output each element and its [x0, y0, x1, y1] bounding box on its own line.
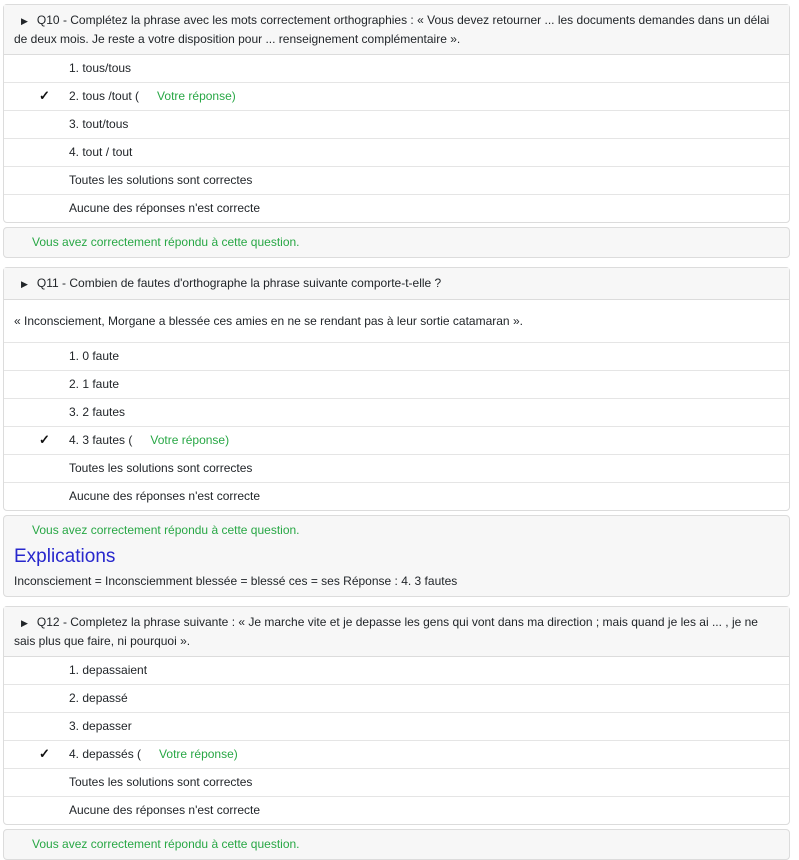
- option-row: [4, 741, 789, 769]
- check-icon: ✓: [39, 746, 50, 761]
- option-label: Aucune des réponses n'est correcte: [69, 201, 261, 215]
- question-header[interactable]: [4, 268, 789, 300]
- option-row: [4, 455, 789, 483]
- question-intro: « Inconsciement, Morgane a blessée ces amies en ne se rendant pas à leur sortie catamaran ».: [4, 300, 789, 343]
- option-label: 1. 0 faute: [69, 349, 120, 363]
- options-list: [4, 343, 789, 510]
- option-row: [4, 427, 789, 455]
- option-label: Toutes les solutions sont correctes: [69, 461, 253, 475]
- option-row: [4, 685, 789, 713]
- option-label: 2. depassé: [69, 691, 128, 705]
- option-label: Toutes les solutions sont correctes: [69, 173, 253, 187]
- question-header[interactable]: [4, 5, 789, 55]
- check-icon: ✓: [39, 88, 50, 103]
- your-answer-note: Votre réponse): [159, 747, 238, 761]
- explanations: [14, 545, 779, 590]
- option-row: [4, 769, 789, 797]
- option-label: 3. 2 fautes: [69, 405, 126, 419]
- option-row: [4, 167, 789, 195]
- option-row: [4, 139, 789, 167]
- question-title: Q11 - Combien de fautes d'orthographe la phrase suivante comporte-t-elle ?: [36, 276, 442, 290]
- question-header[interactable]: [4, 607, 789, 657]
- option-row: [4, 55, 789, 83]
- result-footer: [3, 515, 790, 597]
- option-row: [4, 399, 789, 427]
- caret-icon: ▶: [21, 279, 28, 289]
- option-label: 2. 1 faute: [69, 377, 120, 391]
- option-label: 4. depassés (: [69, 747, 142, 761]
- result-message: Vous avez correctement répondu à cette question.: [32, 837, 300, 851]
- question-title: Q10 - Complétez la phrase avec les mots correctement orthographies : « Vous devez retourner ... les documents demandes dans un délai de deux mois. Je reste a votre disposition pour ... renseignement complémentaire ».: [14, 13, 770, 46]
- result-footer: [3, 829, 790, 860]
- caret-icon: ▶: [21, 618, 28, 628]
- option-label: Aucune des réponses n'est correcte: [69, 489, 261, 503]
- option-row: [4, 111, 789, 139]
- option-row: [4, 83, 789, 111]
- explanations-title: Explications: [14, 546, 116, 567]
- option-row: [4, 343, 789, 371]
- option-label: Aucune des réponses n'est correcte: [69, 803, 261, 817]
- caret-icon: ▶: [21, 16, 28, 26]
- your-answer-note: Votre réponse): [150, 433, 230, 447]
- option-row: [4, 713, 789, 741]
- option-label: 1. tous/tous: [69, 61, 132, 75]
- question-block: [3, 4, 790, 258]
- option-row: [4, 657, 789, 685]
- result-message: Vous avez correctement répondu à cette question.: [32, 235, 300, 249]
- question-block: [3, 606, 790, 860]
- your-answer-note: Votre réponse): [157, 89, 236, 103]
- option-row: [4, 483, 789, 510]
- options-list: [4, 55, 789, 222]
- result-footer: [3, 227, 790, 258]
- explanations-text: Inconsciement = Inconsciemment blessée = blessé ces = ses Réponse : 4. 3 fautes: [14, 574, 458, 588]
- option-label: 3. depasser: [69, 719, 132, 733]
- option-label: Toutes les solutions sont correctes: [69, 775, 253, 789]
- option-label: 3. tout/tous: [69, 117, 129, 131]
- question-block: [3, 267, 790, 597]
- quiz-results: [3, 4, 790, 860]
- option-row: [4, 195, 789, 222]
- option-label: 4. 3 fautes (: [69, 433, 133, 447]
- result-message: Vous avez correctement répondu à cette question.: [32, 523, 300, 537]
- option-row: [4, 797, 789, 824]
- question-title: Q12 - Completez la phrase suivante : « Je marche vite et je depasse les gens qui vont dans ma direction ; mais quand je les ai ... , je ne sais plus que faire, ni pourquoi ».: [14, 615, 758, 648]
- check-icon: ✓: [39, 432, 50, 447]
- question-card: [3, 606, 790, 825]
- question-card: [3, 4, 790, 223]
- options-list: [4, 657, 789, 824]
- question-card: [3, 267, 790, 511]
- option-row: [4, 371, 789, 399]
- option-label: 2. tous /tout (: [69, 89, 140, 103]
- option-label: 4. tout / tout: [69, 145, 133, 159]
- option-label: 1. depassaient: [69, 663, 148, 677]
